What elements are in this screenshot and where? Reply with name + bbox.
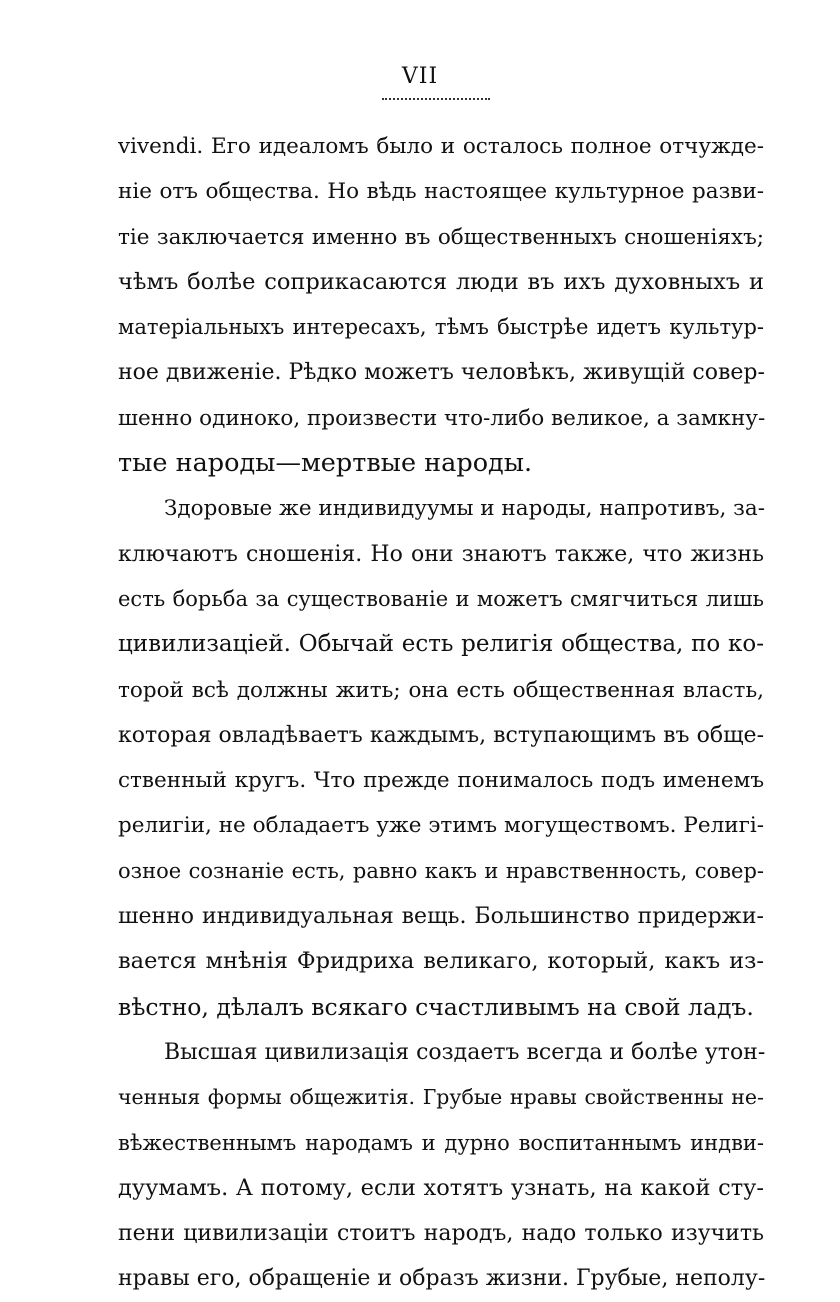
text-line: торой всѣ должны жить; она есть общественная власть, <box>118 677 764 703</box>
text-line: вѣстно, дѣлалъ всякаго счастливымъ на свой ладъ. <box>118 992 754 1021</box>
text-line: озное сознаніе есть, равно какъ и нравственность, совер- <box>118 858 764 883</box>
text-line: ключаютъ сношенія. Но они знаютъ также, что жизнь <box>118 541 764 567</box>
text-line: нравы его, обращеніе и образъ жизни. Грубые, неполу- <box>118 1266 766 1292</box>
text-line: вается мнѣнія Фридриха великаго, который, какъ из- <box>118 948 764 975</box>
body-text <box>118 124 764 1302</box>
text-line: ственный кругъ. Что прежде понималось подъ именемъ <box>118 768 764 794</box>
text-line: vivendi. Его идеаломъ было и осталось полное отчужде- <box>118 134 764 159</box>
text-line: которая овладѣваетъ каждымъ, вступающимъ въ обще- <box>118 722 764 748</box>
page-number: VII <box>401 64 439 89</box>
text-line: ное движеніе. Рѣдко можетъ человѣкъ, живущій совер- <box>118 360 765 386</box>
text-line: дуумамъ. А потому, если хотятъ узнать, на какой сту- <box>118 1174 764 1201</box>
text-line: Здоровые же индивидуумы и народы, напротивъ, за- <box>164 496 765 522</box>
text-line: ніе отъ общества. Но вѣдь настоящее культурное разви- <box>118 179 764 205</box>
text-line: тые народы—мертвые народы. <box>118 448 533 479</box>
text-line: Высшая цивилизація создаетъ всегда и болѣе утон- <box>164 1039 766 1065</box>
text-line: религіи, не обладаетъ уже этимъ могуществомъ. Религі- <box>118 813 764 839</box>
text-line: ченныя формы общежитія. Грубые нравы свойственны не- <box>118 1085 764 1110</box>
text-line: шенно индивидуальная вещь. Большинство придержи- <box>118 904 764 930</box>
text-line: пени цивилизаціи стоитъ народъ, надо только изучить <box>118 1221 764 1247</box>
text-line: тіе заключается именно въ общественныхъ сношеніяхъ; <box>118 224 764 250</box>
text-line: чѣмъ болѣе соприкасаются люди въ ихъ духовныхъ и <box>118 268 764 295</box>
header-rule <box>382 98 490 100</box>
text-line: цивилизаціей. Обычай есть религія общества, по ко- <box>118 631 764 658</box>
text-line: матеріальныхъ интересахъ, тѣмъ быстрѣе идетъ культур- <box>118 315 764 340</box>
text-line: вѣжественнымъ народамъ и дурно воспитаннымъ индви- <box>118 1130 764 1155</box>
text-line: шенно одиноко, произвести что-либо великое, а замкну- <box>118 405 766 431</box>
text-line: есть борьба за существованіе и можетъ смягчиться лишь <box>118 586 764 611</box>
